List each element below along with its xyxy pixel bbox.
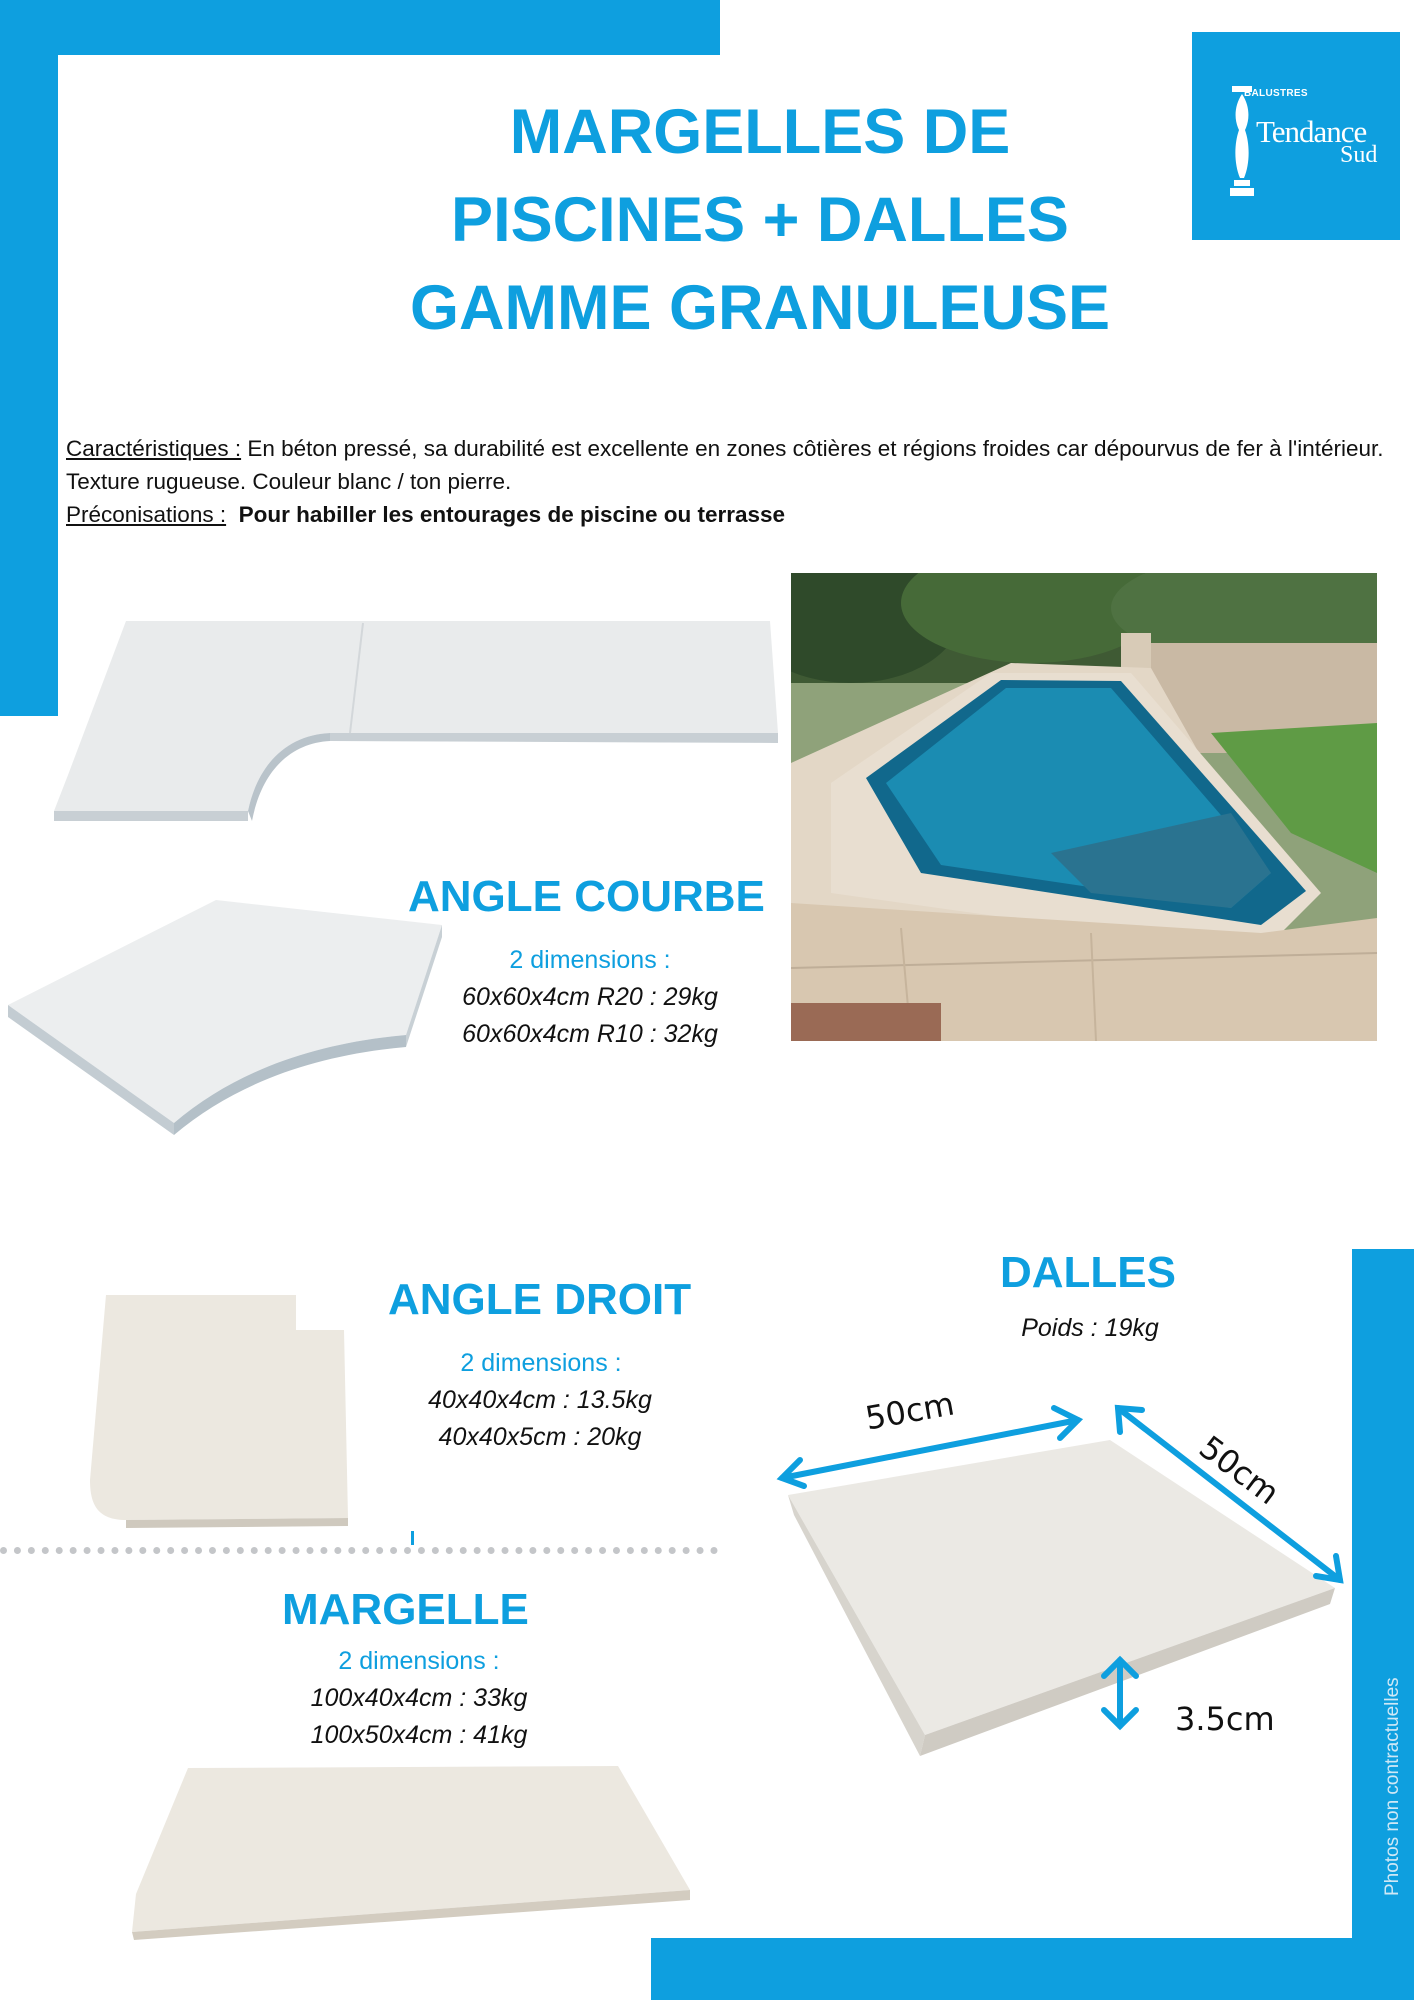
margelle-heading: MARGELLE: [282, 1585, 529, 1634]
angle-courbe-dimensions-label: 2 dimensions :: [509, 946, 671, 974]
right-angle-image: [86, 1290, 386, 1530]
title-line-1: MARGELLES DE: [509, 97, 1011, 167]
recommendations-text: Pour habiller les entourages de piscine ou terrasse: [238, 502, 786, 527]
logo-brand: Tendance: [1256, 114, 1367, 149]
title-line-2: PISCINES + DALLES: [451, 185, 1069, 255]
logo-tagline: BALUSTRES: [1244, 88, 1308, 99]
curved-coping-image: [48, 615, 783, 825]
baluster-icon: [1230, 86, 1254, 202]
characteristics-text: En béton pressé, sa durabilité est excellente en zones côtières et régions froides car dépourvus de fer à l'intérieur. Texture rugueuse. Couleur blanc / ton pierre.: [66, 436, 1384, 494]
angle-droit-spec-2: 40x40x5cm : 20kg: [438, 1423, 642, 1451]
bottom-accent-bar: [651, 1938, 1414, 2000]
angle-courbe-spec-1: 60x60x4cm R20 : 29kg: [462, 983, 718, 1011]
margelle-spec-1: 100x40x4cm : 33kg: [310, 1684, 528, 1712]
coping-slab-image: [128, 1762, 698, 1942]
title-line-3: GAMME GRANULEUSE: [409, 273, 1110, 343]
margelle-spec-2: 100x50x4cm : 41kg: [310, 1721, 528, 1749]
page-title: [330, 88, 1190, 352]
section-divider: [0, 1547, 718, 1554]
angle-courbe-spec-2: 60x60x4cm R10 : 32kg: [462, 1020, 718, 1048]
divider-tick: [411, 1531, 414, 1545]
logo-brand-suffix: Sud: [1340, 142, 1378, 168]
description: [66, 432, 1386, 531]
dalles-thickness-label: 3.5cm: [1175, 1700, 1275, 1738]
angle-droit-spec-1: 40x40x4cm : 13.5kg: [428, 1386, 652, 1414]
dalles-width-label: 50cm: [862, 1384, 958, 1438]
angle-droit-dimensions-label: 2 dimensions :: [460, 1349, 622, 1377]
pool-photo: [791, 573, 1377, 1041]
dalles-heading: DALLES: [1000, 1248, 1176, 1297]
curved-corner-image: [6, 895, 446, 1140]
brand-logo: [1192, 32, 1400, 240]
left-accent-bar: [0, 0, 58, 716]
margelle-dimensions-label: 2 dimensions :: [338, 1647, 500, 1675]
dalles-depth-label: 50cm: [1192, 1428, 1287, 1513]
dalles-weight: Poids : 19kg: [1021, 1314, 1159, 1342]
recommendations-label: Préconisations :: [66, 502, 227, 527]
angle-courbe-heading: ANGLE COURBE: [408, 872, 765, 921]
angle-droit-heading: ANGLE DROIT: [388, 1275, 692, 1324]
footer-note: Photos non contractuelles: [1382, 1677, 1403, 1896]
characteristics-label: Caractéristiques :: [66, 436, 242, 461]
top-accent-bar: [0, 0, 720, 55]
